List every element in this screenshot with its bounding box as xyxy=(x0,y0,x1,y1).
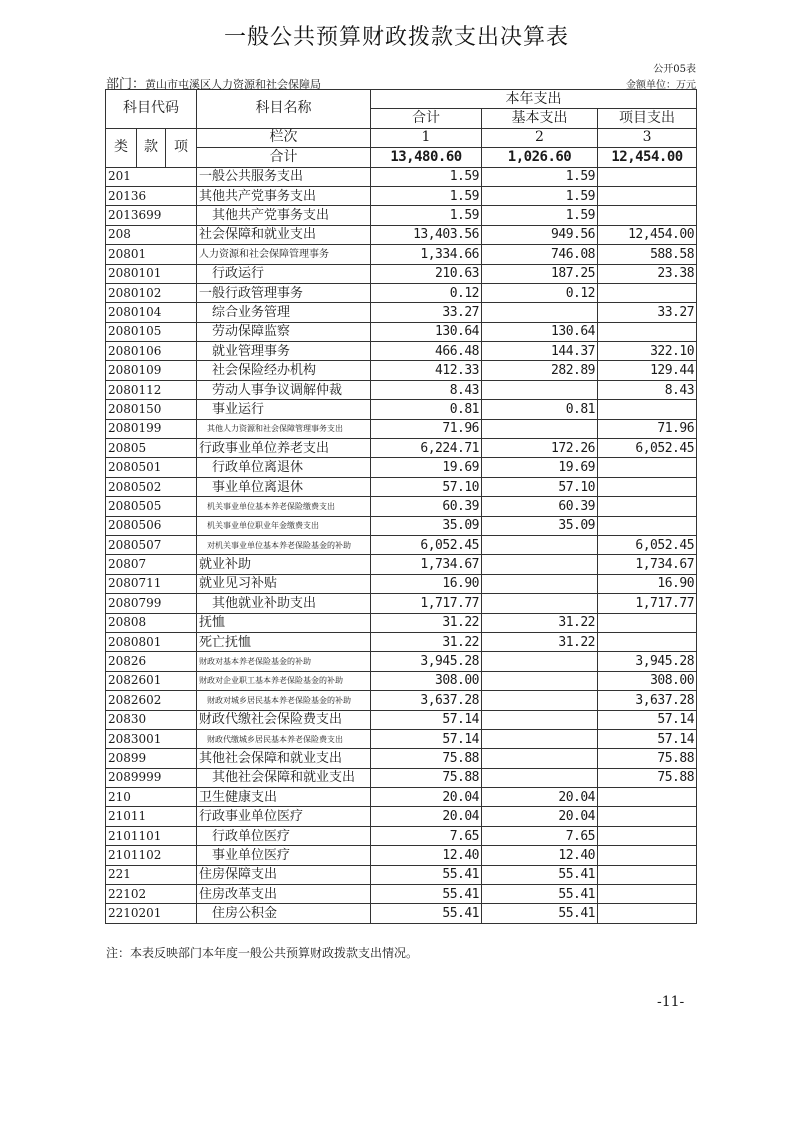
header-row-1 xyxy=(106,90,697,109)
subject-name: 一般公共服务支出 xyxy=(197,167,371,186)
subject-code: 2101101 xyxy=(106,826,197,845)
project-value xyxy=(598,497,697,516)
project-value xyxy=(598,807,697,826)
project-value xyxy=(598,632,697,651)
basic-value: 282.89 xyxy=(482,361,598,380)
table-row xyxy=(106,206,697,225)
table-row xyxy=(106,807,697,826)
subject-name: 综合业务管理 xyxy=(197,303,371,322)
table-row xyxy=(106,710,697,729)
subject-name: 其他社会保障和就业支出 xyxy=(197,749,371,768)
basic-value: 187.25 xyxy=(482,264,598,283)
subject-code: 2080502 xyxy=(106,477,197,496)
table-row xyxy=(106,652,697,671)
grand-basic: 1,026.60 xyxy=(482,148,598,167)
subject-name: 机关事业单位职业年金缴费支出 xyxy=(197,516,371,535)
subject-name: 其他共产党事务支出 xyxy=(197,186,371,205)
subject-code: 2080506 xyxy=(106,516,197,535)
total-value: 130.64 xyxy=(371,322,482,341)
table-row xyxy=(106,768,697,787)
subject-code: 2210201 xyxy=(106,904,197,923)
subject-name: 其他就业补助支出 xyxy=(197,594,371,613)
header-col1: 1 xyxy=(371,128,482,147)
subject-name: 住房改革支出 xyxy=(197,885,371,904)
basic-value xyxy=(482,768,598,787)
subject-code: 20801 xyxy=(106,245,197,264)
subject-name: 事业单位离退休 xyxy=(197,477,371,496)
project-value: 3,637.28 xyxy=(598,691,697,710)
basic-value xyxy=(482,303,598,322)
subject-code: 2080507 xyxy=(106,535,197,554)
total-value: 35.09 xyxy=(371,516,482,535)
basic-value xyxy=(482,671,598,690)
table-row xyxy=(106,458,697,477)
basic-value: 20.04 xyxy=(482,788,598,807)
basic-value: 55.41 xyxy=(482,865,598,884)
subject-code: 2080801 xyxy=(106,632,197,651)
basic-value xyxy=(482,652,598,671)
basic-value: 172.26 xyxy=(482,439,598,458)
subject-name: 劳动人事争议调解仲裁 xyxy=(197,380,371,399)
table-row xyxy=(106,186,697,205)
basic-value: 20.04 xyxy=(482,807,598,826)
table-row xyxy=(106,497,697,516)
basic-value: 949.56 xyxy=(482,225,598,244)
total-value: 31.22 xyxy=(371,613,482,632)
table-row xyxy=(106,342,697,361)
header-col3: 3 xyxy=(598,128,697,147)
table-row xyxy=(106,167,697,186)
subject-code: 2089999 xyxy=(106,768,197,787)
subject-code: 20808 xyxy=(106,613,197,632)
project-value xyxy=(598,904,697,923)
subject-name: 事业单位医疗 xyxy=(197,846,371,865)
basic-value: 31.22 xyxy=(482,613,598,632)
basic-value: 144.37 xyxy=(482,342,598,361)
subject-name: 住房公积金 xyxy=(197,904,371,923)
table-row xyxy=(106,885,697,904)
table-row xyxy=(106,361,697,380)
total-value: 210.63 xyxy=(371,264,482,283)
project-value xyxy=(598,788,697,807)
table-row xyxy=(106,729,697,748)
total-value: 308.00 xyxy=(371,671,482,690)
basic-value: 55.41 xyxy=(482,904,598,923)
header-project: 项目支出 xyxy=(598,109,697,128)
project-value: 33.27 xyxy=(598,303,697,322)
basic-value xyxy=(482,594,598,613)
subject-code: 2080711 xyxy=(106,574,197,593)
subject-name: 劳动保障监察 xyxy=(197,322,371,341)
basic-value: 19.69 xyxy=(482,458,598,477)
project-value xyxy=(598,167,697,186)
basic-value: 60.39 xyxy=(482,497,598,516)
subject-name: 行政运行 xyxy=(197,264,371,283)
project-value xyxy=(598,400,697,419)
basic-value xyxy=(482,555,598,574)
header-total: 合计 xyxy=(371,109,482,128)
table-row xyxy=(106,632,697,651)
basic-value xyxy=(482,729,598,748)
subject-name: 财政代缴城乡居民基本养老保险费支出 xyxy=(197,729,371,748)
basic-value: 55.41 xyxy=(482,885,598,904)
basic-value: 0.81 xyxy=(482,400,598,419)
subject-name: 人力资源和社会保障管理事务 xyxy=(197,245,371,264)
basic-value: 1.59 xyxy=(482,167,598,186)
subject-code: 2080112 xyxy=(106,380,197,399)
project-value: 57.14 xyxy=(598,729,697,748)
subject-code: 201 xyxy=(106,167,197,186)
table-row xyxy=(106,788,697,807)
grand-total: 13,480.60 xyxy=(371,148,482,167)
basic-value xyxy=(482,574,598,593)
table-row xyxy=(106,671,697,690)
table-row xyxy=(106,555,697,574)
header-code: 科目代码 xyxy=(106,90,197,129)
total-value: 7.65 xyxy=(371,826,482,845)
form-number: 公开05表 xyxy=(653,64,696,75)
total-value: 8.43 xyxy=(371,380,482,399)
subject-code: 2082602 xyxy=(106,691,197,710)
subject-code: 2013699 xyxy=(106,206,197,225)
subject-code: 2101102 xyxy=(106,846,197,865)
subject-name: 行政单位医疗 xyxy=(197,826,371,845)
table-row xyxy=(106,691,697,710)
subject-code: 2080104 xyxy=(106,303,197,322)
subject-code: 221 xyxy=(106,865,197,884)
page-title: 一般公共预算财政拨款支出决算表 xyxy=(223,25,569,50)
project-value xyxy=(598,516,697,535)
subject-code: 22102 xyxy=(106,885,197,904)
subject-code: 2082601 xyxy=(106,671,197,690)
total-value: 412.33 xyxy=(371,361,482,380)
project-value: 3,945.28 xyxy=(598,652,697,671)
total-value: 20.04 xyxy=(371,788,482,807)
project-value: 1,717.77 xyxy=(598,594,697,613)
subject-code: 2080101 xyxy=(106,264,197,283)
project-value: 12,454.00 xyxy=(598,225,697,244)
project-value: 57.14 xyxy=(598,710,697,729)
subject-code: 20136 xyxy=(106,186,197,205)
subject-code: 20826 xyxy=(106,652,197,671)
table-row xyxy=(106,400,697,419)
project-value xyxy=(598,846,697,865)
basic-value: 35.09 xyxy=(482,516,598,535)
total-value: 6,052.45 xyxy=(371,535,482,554)
subject-name: 财政对基本养老保险基金的补助 xyxy=(197,652,371,671)
header-row-3 xyxy=(106,128,697,147)
subject-name: 行政事业单位医疗 xyxy=(197,807,371,826)
total-value: 6,224.71 xyxy=(371,439,482,458)
basic-value xyxy=(482,419,598,438)
footnote: 注：本表反映部门本年度一般公共预算财政拨款支出情况。 xyxy=(106,946,419,960)
subject-name: 行政单位离退休 xyxy=(197,458,371,477)
table-row xyxy=(106,477,697,496)
basic-value: 746.08 xyxy=(482,245,598,264)
subject-code: 2080501 xyxy=(106,458,197,477)
subject-name: 财政对城乡居民基本养老保险基金的补助 xyxy=(197,691,371,710)
project-value xyxy=(598,865,697,884)
total-row-label: 合计 xyxy=(197,148,371,167)
total-value: 1.59 xyxy=(371,206,482,225)
project-value xyxy=(598,283,697,302)
subject-code: 208 xyxy=(106,225,197,244)
header-section: 款 xyxy=(137,128,166,167)
header-basic: 基本支出 xyxy=(482,109,598,128)
basic-value xyxy=(482,380,598,399)
basic-value xyxy=(482,749,598,768)
subject-name: 其他共产党事务支出 xyxy=(197,206,371,225)
subject-code: 2080199 xyxy=(106,419,197,438)
total-value: 55.41 xyxy=(371,865,482,884)
project-value: 23.38 xyxy=(598,264,697,283)
total-value: 71.96 xyxy=(371,419,482,438)
subject-name: 一般行政管理事务 xyxy=(197,283,371,302)
basic-value: 7.65 xyxy=(482,826,598,845)
subject-name: 事业运行 xyxy=(197,400,371,419)
basic-value: 1.59 xyxy=(482,206,598,225)
project-value: 322.10 xyxy=(598,342,697,361)
subject-code: 2080150 xyxy=(106,400,197,419)
total-value: 0.81 xyxy=(371,400,482,419)
subject-name: 死亡抚恤 xyxy=(197,632,371,651)
subject-name: 社会保险经办机构 xyxy=(197,361,371,380)
subject-name: 机关事业单位基本养老保险缴费支出 xyxy=(197,497,371,516)
subject-name: 抚恤 xyxy=(197,613,371,632)
basic-value: 57.10 xyxy=(482,477,598,496)
subject-name: 其他人力资源和社会保障管理事务支出 xyxy=(197,419,371,438)
total-value: 16.90 xyxy=(371,574,482,593)
table-row xyxy=(106,439,697,458)
grand-project: 12,454.00 xyxy=(598,148,697,167)
department-label: 部门： xyxy=(106,77,146,92)
total-value: 31.22 xyxy=(371,632,482,651)
table-row xyxy=(106,322,697,341)
project-value: 6,052.45 xyxy=(598,439,697,458)
header-col2: 2 xyxy=(482,128,598,147)
header-column-no: 栏次 xyxy=(197,128,371,147)
total-value: 75.88 xyxy=(371,749,482,768)
total-value: 33.27 xyxy=(371,303,482,322)
table-row xyxy=(106,826,697,845)
subject-code: 20805 xyxy=(106,439,197,458)
total-value: 57.14 xyxy=(371,729,482,748)
header-name: 科目名称 xyxy=(197,90,371,129)
subject-name: 就业管理事务 xyxy=(197,342,371,361)
subject-code: 21011 xyxy=(106,807,197,826)
basic-value xyxy=(482,710,598,729)
table-row xyxy=(106,264,697,283)
total-value: 1.59 xyxy=(371,186,482,205)
table-row xyxy=(106,419,697,438)
subject-name: 财政代缴社会保险费支出 xyxy=(197,710,371,729)
table-row xyxy=(106,303,697,322)
basic-value: 130.64 xyxy=(482,322,598,341)
total-value: 12.40 xyxy=(371,846,482,865)
subject-code: 2080105 xyxy=(106,322,197,341)
subject-code: 2080102 xyxy=(106,283,197,302)
total-value: 13,403.56 xyxy=(371,225,482,244)
total-value: 19.69 xyxy=(371,458,482,477)
header-current-year: 本年支出 xyxy=(371,90,697,109)
project-value xyxy=(598,322,697,341)
table-row xyxy=(106,380,697,399)
subject-name: 社会保障和就业支出 xyxy=(197,225,371,244)
total-value: 1.59 xyxy=(371,167,482,186)
subject-code: 20899 xyxy=(106,749,197,768)
basic-value: 0.12 xyxy=(482,283,598,302)
subject-code: 2083001 xyxy=(106,729,197,748)
project-value: 71.96 xyxy=(598,419,697,438)
basic-value: 12.40 xyxy=(482,846,598,865)
subject-code: 2080799 xyxy=(106,594,197,613)
project-value xyxy=(598,206,697,225)
total-value: 1,734.67 xyxy=(371,555,482,574)
table-row xyxy=(106,574,697,593)
project-value xyxy=(598,477,697,496)
subject-name: 财政对企业职工基本养老保险基金的补助 xyxy=(197,671,371,690)
department-name: 黄山市屯溪区人力资源和社会保障局 xyxy=(145,78,322,91)
table-row xyxy=(106,594,697,613)
subject-code: 2080109 xyxy=(106,361,197,380)
basic-value xyxy=(482,691,598,710)
project-value: 588.58 xyxy=(598,245,697,264)
table-row xyxy=(106,225,697,244)
total-value: 55.41 xyxy=(371,904,482,923)
total-value: 1,717.77 xyxy=(371,594,482,613)
expenditure-table xyxy=(105,89,697,924)
table-row xyxy=(106,283,697,302)
total-value: 57.14 xyxy=(371,710,482,729)
project-value xyxy=(598,186,697,205)
subject-name: 住房保障支出 xyxy=(197,865,371,884)
project-value: 75.88 xyxy=(598,768,697,787)
project-value xyxy=(598,613,697,632)
table-row xyxy=(106,846,697,865)
table-row xyxy=(106,749,697,768)
project-value: 16.90 xyxy=(598,574,697,593)
total-value: 0.12 xyxy=(371,283,482,302)
table-row xyxy=(106,865,697,884)
subject-name: 其他社会保障和就业支出 xyxy=(197,768,371,787)
total-value: 57.10 xyxy=(371,477,482,496)
subject-code: 20807 xyxy=(106,555,197,574)
project-value: 75.88 xyxy=(598,749,697,768)
total-value: 3,637.28 xyxy=(371,691,482,710)
table-row xyxy=(106,535,697,554)
amount-unit: 金额单位：万元 xyxy=(626,80,696,91)
subject-code: 2080505 xyxy=(106,497,197,516)
total-value: 466.48 xyxy=(371,342,482,361)
basic-value xyxy=(482,535,598,554)
subject-code: 20830 xyxy=(106,710,197,729)
project-value xyxy=(598,885,697,904)
subject-name: 对机关事业单位基本养老保险基金的补助 xyxy=(197,535,371,554)
table-row xyxy=(106,904,697,923)
table-row xyxy=(106,516,697,535)
table-row xyxy=(106,245,697,264)
project-value: 129.44 xyxy=(598,361,697,380)
header-class: 类 xyxy=(106,128,137,167)
subject-name: 就业补助 xyxy=(197,555,371,574)
basic-value: 1.59 xyxy=(482,186,598,205)
project-value xyxy=(598,826,697,845)
total-value: 3,945.28 xyxy=(371,652,482,671)
total-value: 1,334.66 xyxy=(371,245,482,264)
basic-value: 31.22 xyxy=(482,632,598,651)
total-value: 75.88 xyxy=(371,768,482,787)
total-value: 60.39 xyxy=(371,497,482,516)
project-value: 1,734.67 xyxy=(598,555,697,574)
project-value: 6,052.45 xyxy=(598,535,697,554)
subject-code: 2080106 xyxy=(106,342,197,361)
total-value: 55.41 xyxy=(371,885,482,904)
project-value xyxy=(598,458,697,477)
table-row xyxy=(106,613,697,632)
page-number: -11- xyxy=(657,994,685,1010)
subject-code: 210 xyxy=(106,788,197,807)
header-item: 项 xyxy=(166,128,197,167)
subject-name: 卫生健康支出 xyxy=(197,788,371,807)
project-value: 308.00 xyxy=(598,671,697,690)
subject-name: 就业见习补贴 xyxy=(197,574,371,593)
project-value: 8.43 xyxy=(598,380,697,399)
subject-name: 行政事业单位养老支出 xyxy=(197,439,371,458)
total-value: 20.04 xyxy=(371,807,482,826)
